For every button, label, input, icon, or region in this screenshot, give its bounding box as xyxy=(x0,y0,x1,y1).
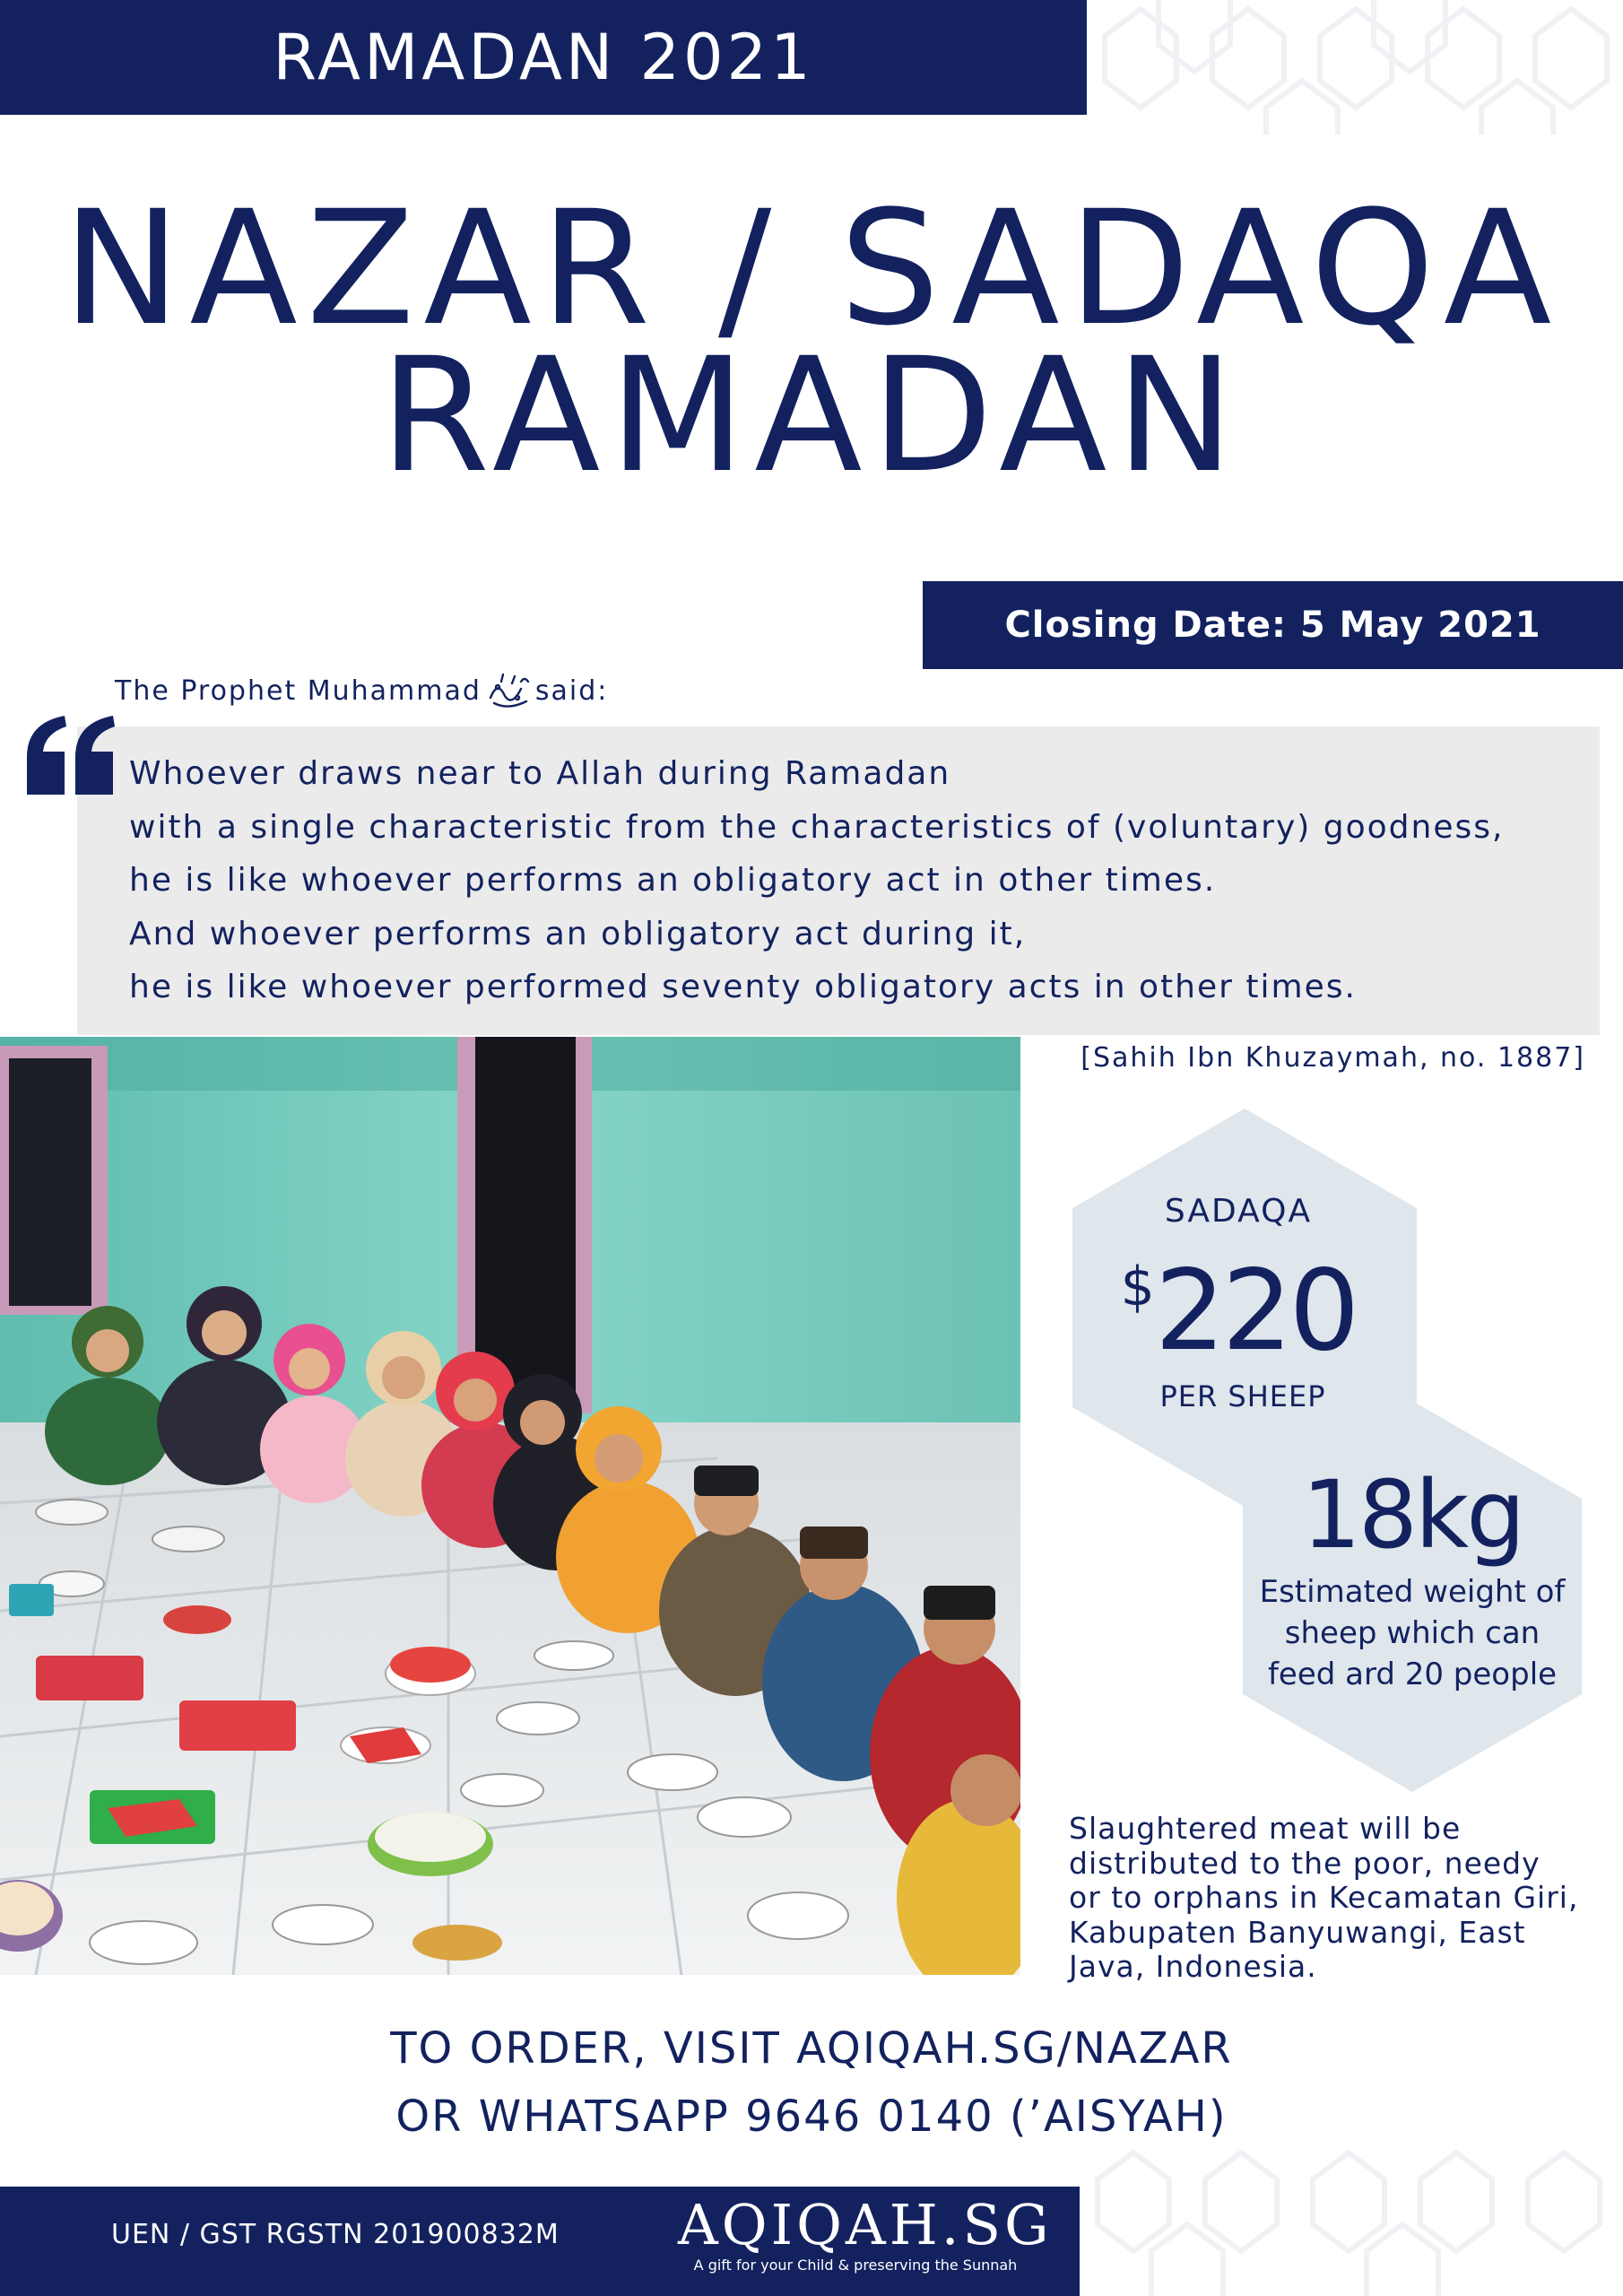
year-banner xyxy=(0,0,1087,115)
brand-tagline: A gift for your Child & preserving the Sunnah xyxy=(693,2257,1018,2274)
title-line-2: RAMADAN xyxy=(379,324,1244,508)
closing-date-text: Closing Date: 5 May 2021 xyxy=(1004,604,1541,646)
hadith-intro xyxy=(115,669,608,712)
hadith-intro-said: said: xyxy=(534,674,609,707)
closing-date-banner xyxy=(923,581,1623,669)
price-value xyxy=(1072,1247,1404,1376)
uen-number: UEN / GST RGSTN 201900832M xyxy=(111,2219,560,2250)
order-line-website: TO ORDER, VISIT AQIQAH.SG/NAZAR xyxy=(390,2023,1233,2074)
order-instructions xyxy=(0,2014,1623,2151)
hadith-line: Whoever draws near to Allah during Ramadan xyxy=(129,755,951,792)
currency-symbol: $ xyxy=(1120,1256,1155,1318)
sheep-weight: 18kg xyxy=(1301,1460,1523,1570)
weight-description xyxy=(1248,1571,1576,1695)
order-line-whatsapp: OR WHATSAPP 9646 0140 (’AISYAH) xyxy=(395,2092,1228,2142)
hadith-line: And whoever performs an obligatory act during it, xyxy=(129,915,1027,952)
geometric-pattern xyxy=(1087,0,1623,135)
distribution-line: Java, Indonesia. xyxy=(1069,1949,1317,1984)
weight-desc-line: Estimated weight of xyxy=(1259,1574,1566,1610)
brand-name: AQIQAH.SG xyxy=(678,2192,1053,2257)
quote-mark-icon xyxy=(23,716,118,795)
distribution-line: distributed to the poor, needy xyxy=(1069,1845,1541,1881)
children-meal-photo xyxy=(0,1037,1020,1975)
brand-logo xyxy=(678,2192,1053,2274)
hadith-source: [Sahih Ibn Khuzaymah, no. 1887] xyxy=(1081,1042,1585,1074)
hadith-text xyxy=(129,747,1582,1014)
page-title xyxy=(0,177,1623,508)
geometric-pattern xyxy=(1080,2135,1623,2296)
banner-text: RAMADAN 2021 xyxy=(273,21,814,94)
distribution-line: Slaughtered meat will be xyxy=(1069,1811,1462,1846)
hadith-intro-text: The Prophet Muhammad xyxy=(115,674,482,707)
hadith-line: with a single characteristic from the characteristics of (voluntary) goodness, xyxy=(129,808,1505,846)
distribution-line: or to orphans in Kecamatan Giri, xyxy=(1069,1880,1579,1915)
title-line-1: NAZAR / SADAQA xyxy=(62,177,1561,361)
salawat-calligraphy-icon xyxy=(485,671,532,710)
hadith-line: he is like whoever performed seventy obligatory acts in other times. xyxy=(129,969,1357,1005)
sadaqa-label: SADAQA xyxy=(1164,1193,1313,1230)
hadith-line: he is like whoever performs an obligatory act in other times. xyxy=(129,862,1217,899)
price-unit: PER SHEEP xyxy=(1159,1379,1326,1413)
distribution-note xyxy=(1069,1812,1616,1985)
weight-desc-line: feed ard 20 people xyxy=(1267,1657,1558,1692)
weight-desc-line: sheep which can xyxy=(1284,1615,1541,1651)
distribution-line: Kabupaten Banyuwangi, East xyxy=(1069,1914,1526,1950)
price-amount: 220 xyxy=(1154,1247,1357,1376)
